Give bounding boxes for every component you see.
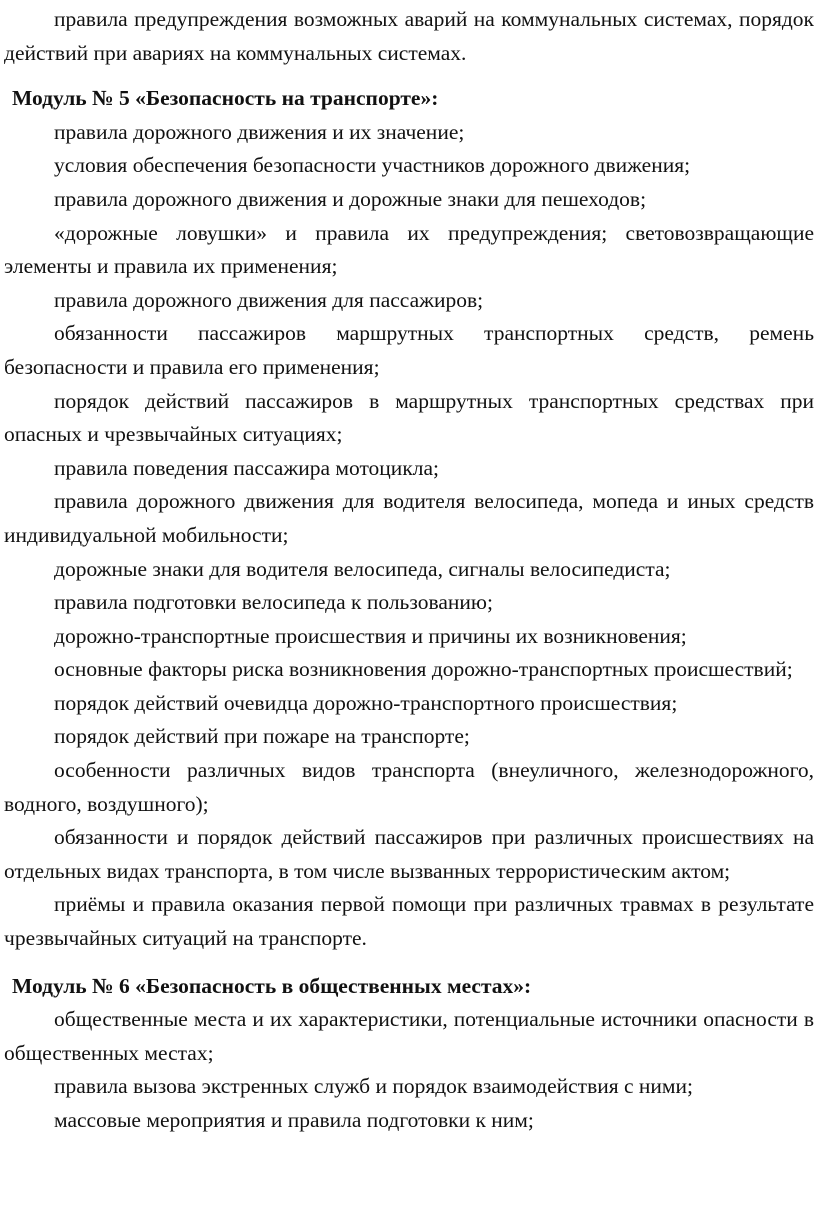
module-6-list: [4, 1003, 814, 1137]
intro-paragraph: правила предупреждения возможных аварий на коммунальных системах, порядок действий при авариях на коммунальных системах.: [4, 7, 814, 65]
list-item: условия обеспечения безопасности участников дорожного движения;: [54, 153, 691, 178]
list-item: правила дорожного движения для пассажиров;: [54, 287, 484, 312]
list-item: обязанности пассажиров маршрутных транспортных средств, ремень безопасности и правила его применения;: [4, 321, 814, 379]
module-5-heading: Модуль № 5 «Безопасность на транспорте»:: [12, 86, 439, 111]
list-item: дорожные знаки для водителя велосипеда, сигналы велосипедиста;: [54, 556, 671, 581]
module-6-heading: Модуль № 6 «Безопасность в общественных местах»:: [12, 973, 532, 998]
list-item: приёмы и правила оказания первой помощи при различных травмах в результате чрезвычайных ситуаций на транспорте.: [4, 892, 814, 951]
module-5-list: [4, 116, 814, 956]
list-item: правила дорожного движения и их значение;: [54, 119, 465, 144]
list-item: основные факторы риска возникновения дорожно-транспортных происшествий;: [54, 657, 793, 682]
list-item: дорожно-транспортные происшествия и причины их возникновения;: [54, 623, 687, 648]
list-item: массовые мероприятия и правила подготовки к ним;: [54, 1108, 534, 1132]
list-item: порядок действий при пожаре на транспорте;: [54, 724, 470, 749]
list-item: правила дорожного движения и дорожные знаки для пешеходов;: [54, 186, 647, 211]
list-item: правила поведения пассажира мотоцикла;: [54, 455, 440, 480]
list-item: «дорожные ловушки» и правила их предупреждения; световозвращающие элементы и правила их применения;: [4, 220, 814, 279]
list-item: обязанности и порядок действий пассажиров при различных происшествиях на отдельных видах транспорта, в том числе вызванных террористическим актом;: [4, 825, 814, 883]
list-item: правила дорожного движения для водителя велосипеда, мопеда и иных средств индивидуальной мобильности;: [4, 489, 814, 547]
list-item: правила вызова экстренных служб и порядок взаимодействия с ними;: [54, 1074, 694, 1099]
list-item: особенности различных видов транспорта (внеуличного, железнодорожного, водного, воздушного);: [4, 758, 814, 816]
list-item: порядок действий пассажиров в маршрутных транспортных средствах при опасных и чрезвычайных ситуациях;: [4, 388, 814, 447]
list-item: общественные места и их характеристики, потенциальные источники опасности в общественных местах;: [4, 1007, 814, 1065]
list-item: порядок действий очевидца дорожно-транспортного происшествия;: [54, 690, 678, 715]
list-item: правила подготовки велосипеда к пользованию;: [54, 590, 493, 615]
